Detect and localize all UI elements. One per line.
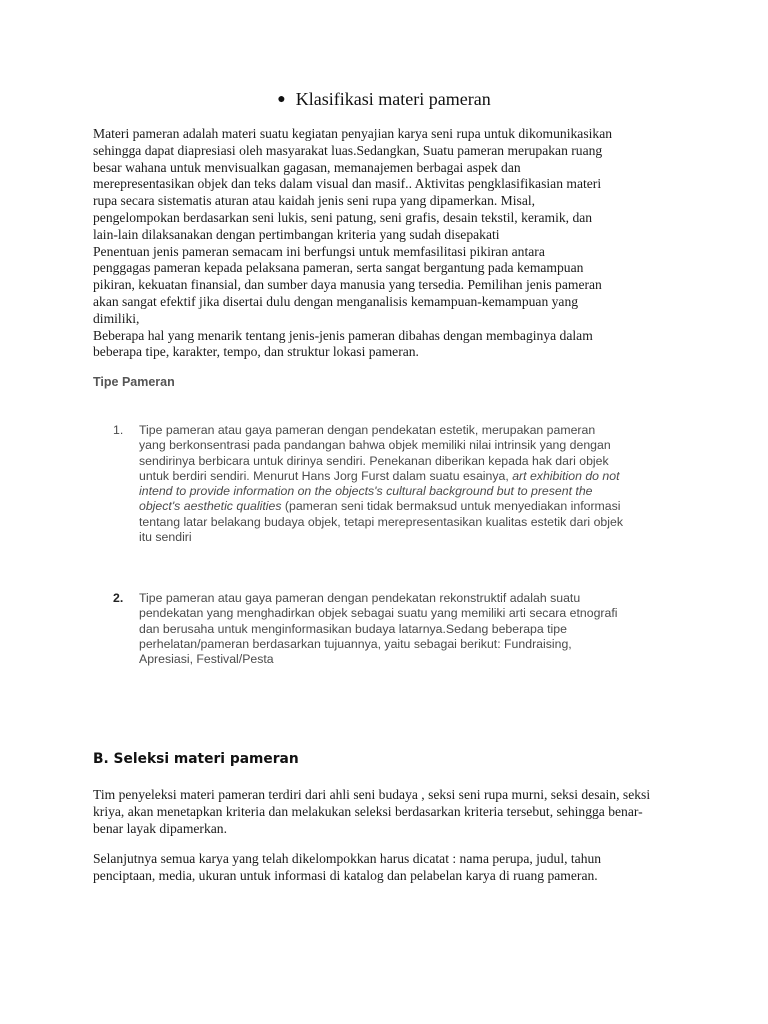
seleksi-paragraph [93,787,678,837]
text-run: untuk berdiri sendiri. Menurut Hans Jorg Furst dalam suatu esainya, [139,468,513,483]
text-line: pengelompokan berdasarkan seni lukis, seni patung, seni grafis, desain tekstil, keramik, dan [93,209,593,225]
text-line [139,484,673,499]
text-line: Tipe pameran atau gaya pameran dengan pendekatan estetik, merupakan pameran [139,423,596,437]
text-line: yang berkonsentrasi pada pandangan bahwa objek memiliki nilai intrinsik yang dengan [139,438,611,453]
list-number: 2. [113,591,124,605]
text-line: pendekatan yang menghadirkan objek sebagai suatu yang memiliki arti secara etnografi [139,606,618,621]
italic-run: intend to provide information on the objects's cultural background but to present the [139,484,593,499]
text-line [139,469,673,484]
text-line: itu sendiri [139,530,192,545]
italic-run: object's aesthetic qualities [139,499,282,514]
text-line: perhelatan/pameran berdasarkan tujuannya, yaitu sebagai berikut: Fundraising, [139,636,572,651]
subheading-tipe-pameran: Tipe Pameran [93,375,175,389]
pencatatan-paragraph [93,851,678,885]
text-line: merepresentasikan objek dan teks dalam visual dan masif.. Aktivitas pengklasifikasian materi [93,176,602,192]
section-heading-klasifikasi [0,89,768,110]
list-item-text [139,423,673,545]
text-line: rupa secara sistematis aturan atau kaidah jenis seni rupa yang dipamerkan. Misal, [93,193,536,209]
text-line: pikiran, kekuatan finansial, dan sumber daya manusia yang tersedia. Pemilihan jenis pameran [93,277,602,293]
text-line: dimiliki, [93,310,140,326]
text-line [139,499,673,514]
heading-text: Klasifikasi materi pameran [295,89,491,109]
text-line: Beberapa hal yang menarik tentang jenis-jenis pameran dibahas dengan membaginya dalam [93,327,593,343]
list-item [113,423,673,545]
text-line: sehingga dapat diapresiasi oleh masyarakat luas.Sedangkan, Suatu pameran merupakan ruang [93,142,603,158]
text-line: Materi pameran adalah materi suatu kegiatan penyajian karya seni rupa untuk dikomunikasikan [93,126,613,141]
text-line: Tipe pameran atau gaya pameran dengan pendekatan rekonstruktif adalah suatu [139,591,581,605]
text-line: Tim penyeleksi materi pameran terdiri dari ahli seni budaya , seksi seni rupa murni, seksi desain, seksi [93,787,651,802]
text-line: besar wahana untuk menvisualkan gagasan, memanajemen berbagai aspek dan [93,159,521,175]
text-run: (pameran seni tidak bermaksud untuk menyediakan informasi [281,499,621,514]
text-line: dan berusaha untuk menginformasikan budaya latarnya.Sedang beberapa tipe [139,621,567,636]
list-item-text [139,591,673,667]
text-line: Apresiasi, Festival/Pesta [139,652,274,667]
text-line: kriya, akan menetapkan kriteria dan melakukan seleksi berdasarkan kriteria tersebut, sehingga benar- [93,803,643,819]
text-line: penggagas pameran kepada pelaksana pameran, serta sangat bergantung pada kemampuan [93,260,584,276]
italic-run: art exhibition do not [512,468,620,483]
text-line: lain-lain dilaksanakan dengan pertimbangan kriteria yang sudah disepakati [93,226,500,242]
text-line: akan sangat efektif jika disertai dulu dengan menganalisis kemampuan-kemampuan yang [93,293,579,309]
text-line: Selanjutnya semua karya yang telah dikelompokkan harus dicatat : nama perupa, judul, tahun [93,851,602,866]
text-line: benar layak dipamerkan. [93,820,227,836]
list-item [113,591,673,667]
text-line: Penentuan jenis pameran semacam ini berfungsi untuk memfasilitasi pikiran antara [93,243,545,259]
text-line: beberapa tipe, karakter, tempo, dan struktur lokasi pameran. [93,344,419,360]
text-line: penciptaan, media, ukuran untuk informasi di katalog dan pelabelan karya di ruang pameran. [93,867,598,883]
section-heading-seleksi: B. Seleksi materi pameran [93,751,299,767]
bullet-icon: ● [277,92,286,107]
intro-paragraph [93,126,678,361]
text-line: sendirinya berbicara untuk dirinya sendiri. Penekanan diberikan kepada hak dari objek [139,453,609,468]
text-line: tentang latar belakang budaya objek, tetapi merepresentasikan kualitas estetik dari objek [139,514,623,529]
list-number: 1. [113,423,124,437]
